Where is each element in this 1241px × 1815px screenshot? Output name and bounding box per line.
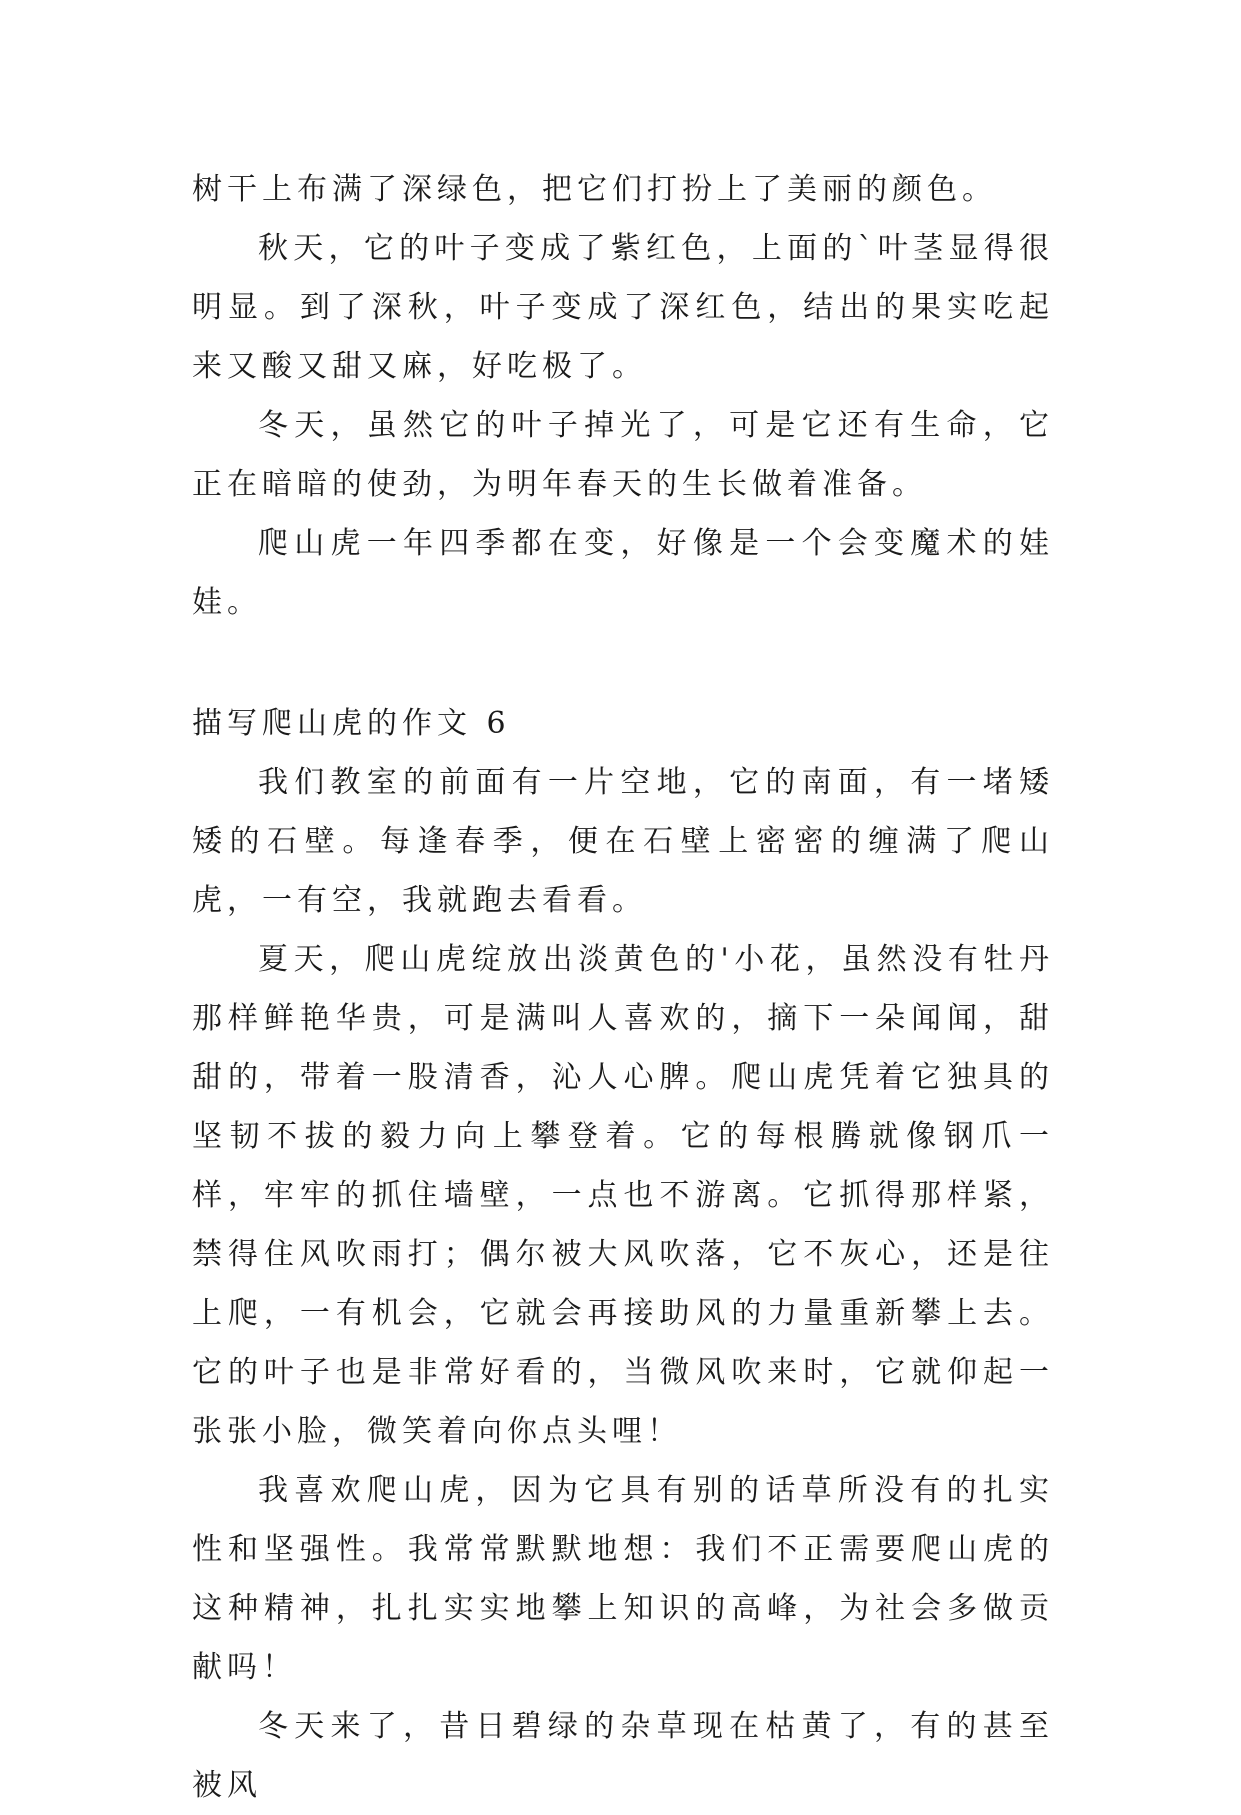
paragraph-continuation: 树干上布满了深绿色，把它们打扮上了美丽的颜色。: [192, 172, 997, 207]
section-heading: 描写爬山虎的作文 6: [192, 706, 511, 741]
paragraph-winter-arrives: 冬天来了，昔日碧绿的杂草现在枯黄了，有的甚至被风: [192, 1709, 1054, 1803]
paragraph-summer: 夏天，爬山虎绽放出淡黄色的'小花，虽然没有牡丹那样鲜艳华贵，可是满叫人喜欢的，摘下一朵闻闻，甜甜的，带着一股清香，沁人心脾。爬山虎凭着它独具的坚韧不拔的毅力向上攀登着。它的每根腾就像钢爪一样，牢牢的抓住墙壁，一点也不游离。它抓得那样紧，禁得住风吹雨打；偶尔被大风吹落，它不灰心，还是往上爬，一有机会，它就会再接助风的力量重新攀上去。它的叶子也是非常好看的，当微风吹来时，它就仰起一张张小脸，微笑着向你点头哩！: [192, 942, 1054, 1449]
paragraph-winter: 冬天，虽然它的叶子掉光了，可是它还有生命，它正在暗暗的使劲，为明年春天的生长做着准备。: [192, 408, 1054, 502]
section-spacer: [192, 632, 1054, 694]
paragraph-seasons-summary: 爬山虎一年四季都在变，好像是一个会变魔术的娃娃。: [192, 526, 1054, 620]
document-body: [192, 160, 1054, 1815]
paragraph-autumn: 秋天，它的叶子变成了紫红色，上面的`叶茎显得很明显。到了深秋，叶子变成了深红色，结出的果实吃起来又酸又甜又麻，好吃极了。: [192, 231, 1054, 384]
paragraph-classroom: 我们教室的前面有一片空地，它的南面，有一堵矮矮的石壁。每逢春季，便在石壁上密密的缠满了爬山虎，一有空，我就跑去看看。: [192, 765, 1054, 918]
paragraph-admiration: 我喜欢爬山虎，因为它具有别的话草所没有的扎实性和坚强性。我常常默默地想：我们不正需要爬山虎的这种精神，扎扎实实地攀上知识的高峰，为社会多做贡献吗！: [192, 1473, 1054, 1685]
